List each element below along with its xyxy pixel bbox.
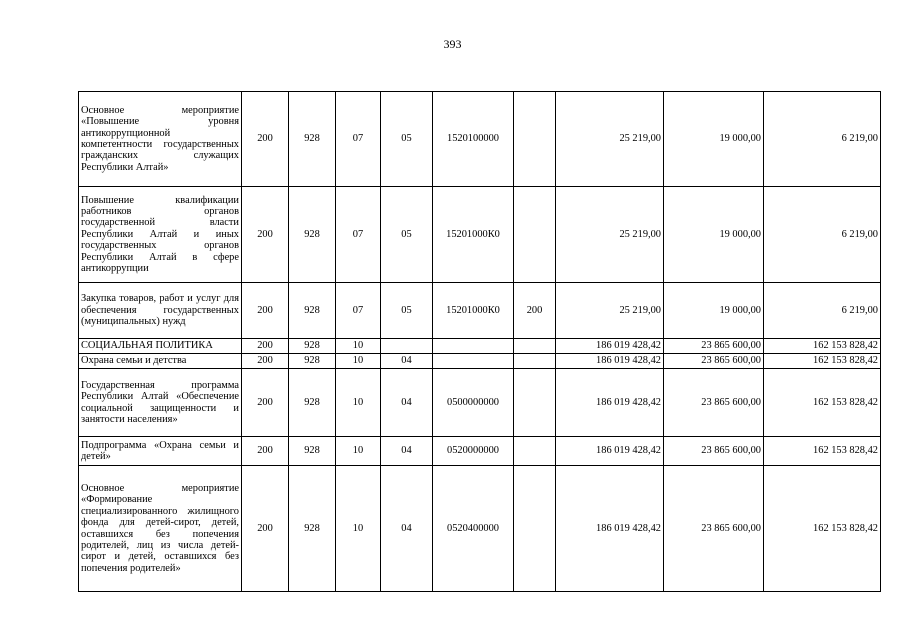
row-name: Закупка товаров, работ и услуг для обеспечения государственных (муниципальных) нужд bbox=[79, 283, 242, 339]
table-row bbox=[79, 92, 881, 187]
row-expense-type bbox=[514, 354, 556, 369]
row-amount-total: 25 219,00 bbox=[556, 92, 664, 187]
row-admin-code: 200 bbox=[242, 92, 289, 187]
row-amount-total: 25 219,00 bbox=[556, 283, 664, 339]
table-row bbox=[79, 437, 881, 466]
budget-table bbox=[78, 91, 881, 592]
row-subsection-code: 04 bbox=[381, 354, 433, 369]
row-subsection-code: 04 bbox=[381, 369, 433, 437]
row-subsection-code: 05 bbox=[381, 283, 433, 339]
row-section-code: 07 bbox=[336, 187, 381, 283]
row-section-code: 10 bbox=[336, 369, 381, 437]
row-ministry-code: 928 bbox=[289, 339, 336, 354]
table-row bbox=[79, 187, 881, 283]
row-expense-type bbox=[514, 339, 556, 354]
row-name: СОЦИАЛЬНАЯ ПОЛИТИКА bbox=[79, 339, 242, 354]
row-target-article: 0500000000 bbox=[433, 369, 514, 437]
row-section-code: 10 bbox=[336, 466, 381, 592]
row-ministry-code: 928 bbox=[289, 437, 336, 466]
row-amount-3: 162 153 828,42 bbox=[764, 354, 881, 369]
budget-table-body bbox=[79, 92, 881, 592]
row-amount-total: 186 019 428,42 bbox=[556, 339, 664, 354]
row-target-article: 0520400000 bbox=[433, 466, 514, 592]
row-amount-3: 162 153 828,42 bbox=[764, 466, 881, 592]
row-amount-3: 162 153 828,42 bbox=[764, 369, 881, 437]
table-row bbox=[79, 369, 881, 437]
row-amount-2: 23 865 600,00 bbox=[664, 466, 764, 592]
row-expense-type bbox=[514, 369, 556, 437]
row-target-article: 1520100000 bbox=[433, 92, 514, 187]
row-amount-3: 6 219,00 bbox=[764, 92, 881, 187]
table-row bbox=[79, 354, 881, 369]
row-name: Подпрограмма «Охрана семьи и детей» bbox=[79, 437, 242, 466]
row-expense-type: 200 bbox=[514, 283, 556, 339]
row-amount-3: 162 153 828,42 bbox=[764, 339, 881, 354]
row-expense-type bbox=[514, 92, 556, 187]
row-amount-2: 19 000,00 bbox=[664, 92, 764, 187]
row-amount-3: 6 219,00 bbox=[764, 283, 881, 339]
row-admin-code: 200 bbox=[242, 283, 289, 339]
row-name: Государственная программа Республики Алтай «Обеспечение социальной защищенности и занятости населения» bbox=[79, 369, 242, 437]
row-expense-type bbox=[514, 437, 556, 466]
row-name: Основное мероприятие «Формирование специализированного жилищного фонда для детей-сирот, детей, оставшихся без попечения родителей, лиц из числа детей-сирот и детей, оставшихся без попечения родителей» bbox=[79, 466, 242, 592]
row-section-code: 07 bbox=[336, 92, 381, 187]
row-admin-code: 200 bbox=[242, 354, 289, 369]
row-subsection-code: 04 bbox=[381, 466, 433, 592]
row-amount-3: 6 219,00 bbox=[764, 187, 881, 283]
row-subsection-code: 05 bbox=[381, 92, 433, 187]
row-subsection-code: 04 bbox=[381, 437, 433, 466]
row-subsection-code bbox=[381, 339, 433, 354]
row-amount-2: 23 865 600,00 bbox=[664, 437, 764, 466]
row-amount-total: 186 019 428,42 bbox=[556, 354, 664, 369]
row-amount-2: 19 000,00 bbox=[664, 283, 764, 339]
row-section-code: 10 bbox=[336, 339, 381, 354]
row-amount-2: 19 000,00 bbox=[664, 187, 764, 283]
row-admin-code: 200 bbox=[242, 187, 289, 283]
row-admin-code: 200 bbox=[242, 369, 289, 437]
table-row bbox=[79, 283, 881, 339]
row-ministry-code: 928 bbox=[289, 283, 336, 339]
row-ministry-code: 928 bbox=[289, 354, 336, 369]
row-admin-code: 200 bbox=[242, 339, 289, 354]
table-row bbox=[79, 466, 881, 592]
row-target-article: 15201000К0 bbox=[433, 187, 514, 283]
row-subsection-code: 05 bbox=[381, 187, 433, 283]
row-admin-code: 200 bbox=[242, 437, 289, 466]
row-amount-2: 23 865 600,00 bbox=[664, 354, 764, 369]
row-ministry-code: 928 bbox=[289, 466, 336, 592]
row-section-code: 07 bbox=[336, 283, 381, 339]
table-row bbox=[79, 339, 881, 354]
row-ministry-code: 928 bbox=[289, 369, 336, 437]
row-name: Основное мероприятие «Повышение уровня антикоррупционной компетентности государственных гражданских служащих Республики Алтай» bbox=[79, 92, 242, 187]
row-amount-total: 186 019 428,42 bbox=[556, 437, 664, 466]
row-section-code: 10 bbox=[336, 437, 381, 466]
row-target-article: 0520000000 bbox=[433, 437, 514, 466]
row-ministry-code: 928 bbox=[289, 187, 336, 283]
row-ministry-code: 928 bbox=[289, 92, 336, 187]
row-expense-type bbox=[514, 466, 556, 592]
row-target-article bbox=[433, 339, 514, 354]
page-number: 393 bbox=[443, 37, 462, 51]
row-amount-2: 23 865 600,00 bbox=[664, 369, 764, 437]
row-amount-2: 23 865 600,00 bbox=[664, 339, 764, 354]
row-amount-3: 162 153 828,42 bbox=[764, 437, 881, 466]
row-expense-type bbox=[514, 187, 556, 283]
row-name: Охрана семьи и детства bbox=[79, 354, 242, 369]
row-admin-code: 200 bbox=[242, 466, 289, 592]
row-amount-total: 186 019 428,42 bbox=[556, 369, 664, 437]
row-target-article bbox=[433, 354, 514, 369]
row-target-article: 15201000К0 bbox=[433, 283, 514, 339]
row-amount-total: 186 019 428,42 bbox=[556, 466, 664, 592]
row-amount-total: 25 219,00 bbox=[556, 187, 664, 283]
row-section-code: 10 bbox=[336, 354, 381, 369]
row-name: Повышение квалификации работников органов государственной власти Республики Алтай и иных государственных органов Республики Алтай в сфере антикоррупции bbox=[79, 187, 242, 283]
